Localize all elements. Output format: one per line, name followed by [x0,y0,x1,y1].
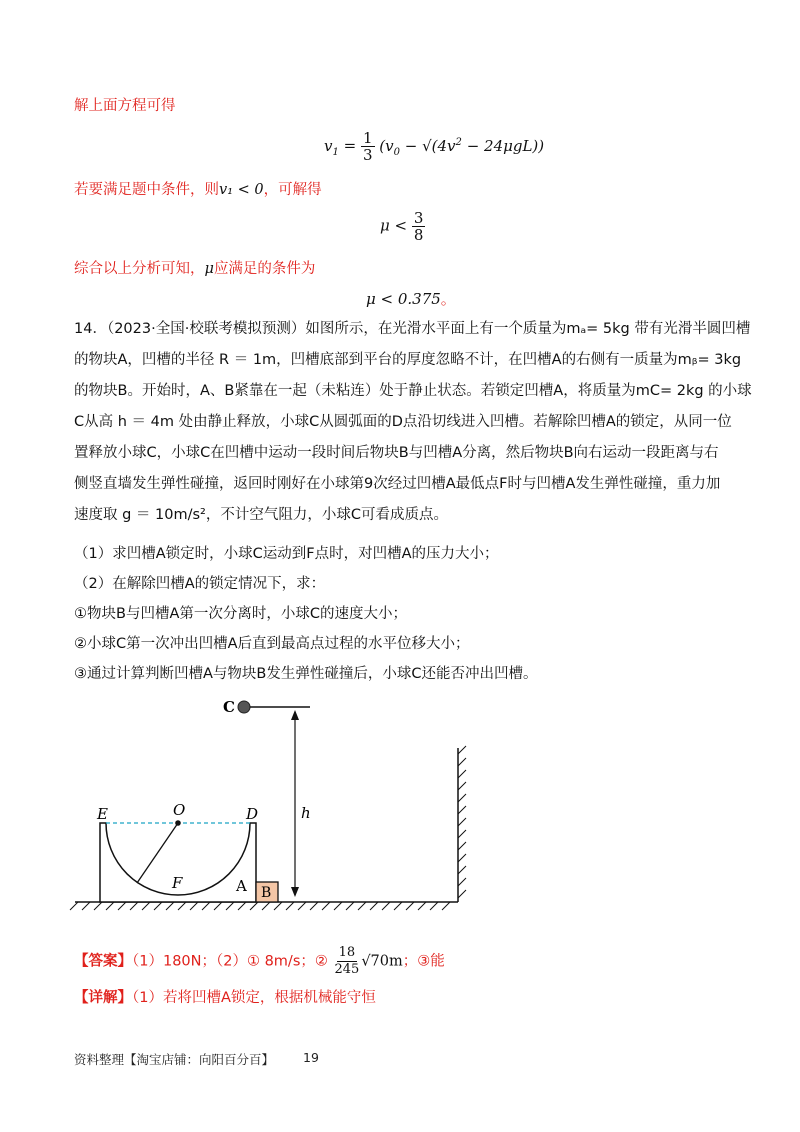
footer-text: 资料整理【淘宝店铺：向阳百分百】 [74,1052,275,1067]
label-a: A [236,877,247,895]
problem-line-3: 的物块B。开始时，A、B紧靠在一起（未粘连）处于静止状态。若锁定凹槽A，将质量为mC= 2kg 的小球 [74,383,752,399]
equation-mu-final: μ < 0.375。 [366,290,456,308]
solution-intro: 解上面方程可得 [74,98,176,114]
problem-line-2: 的物块A，凹槽的半径 R ＝ 1m，凹槽底部到平台的厚度忽略不计，在凹槽A的右侧有一质量为mᵦ= 3kg [74,352,742,368]
question-1: （1）求凹槽A锁定时，小球C运动到F点时，对凹槽A的压力大小； [74,546,499,562]
question-2: （2）在解除凹槽A的锁定情况下，求： [74,576,326,592]
problem-line-4: C从高 h ＝ 4m 处由静止释放，小球C从圆弧面的D点沿切线进入凹槽。若解除凹槽A的锁定，从同一位 [74,414,732,430]
problem-line-7: 速度取 g ＝ 10m/s²，不计空气阻力，小球C可看成质点。 [74,507,448,523]
label-h: h [301,804,311,822]
detail-tag: 【详解】 [74,990,132,1006]
physics-figure [60,690,500,920]
label-o: O [173,801,186,819]
page-number: 19 [303,1050,319,1065]
question-2c: ③通过计算判断凹槽A与物块B发生弹性碰撞后，小球C还能否冲出凹槽。 [74,666,538,682]
label-d: D [246,805,259,823]
ball-c [238,701,250,713]
equation-mu-lt: μ < $\frac{3}{8}$ [380,209,424,244]
equation-v1: $v_1$ = $\frac{1}{3}$ $(v_0 - √(4v^2 - 24\mu gL))$ [324,129,545,164]
detail-line: 【详解】（1）若将凹槽A锁定，根据机械能守恒 [74,990,376,1006]
label-b: B [261,885,272,901]
label-f: F [172,874,183,892]
answer-tag: 【答案】 [74,953,132,970]
question-2a: ①物块B与凹槽A第一次分离时，小球C的速度大小； [74,606,407,622]
label-c: C [223,698,235,716]
problem-line-5: 置释放小球C，小球C在凹槽中运动一段时间后物块B与凹槽A分离，然后物块B向右运动一段距离与右 [74,445,719,461]
answer-line: 【答案】（1）180N；（2）① 8m/s；② $\frac{18}{245}$ √70m；③能 [74,945,445,977]
problem-line-6: 侧竖直墙发生弹性碰撞，返回时刚好在小球第9次经过凹槽A最低点F时与凹槽A发生弹性碰撞，重力加 [74,476,721,492]
summary-line: 综合以上分析可知，μ应满足的条件为 [74,261,316,277]
condition-line: 若要满足题中条件，则v₁ < 0，可解得 [74,182,322,198]
label-e: E [97,805,108,823]
problem-line-1: 14．（2023·全国·校联考模拟预测）如图所示，在光滑水平面上有一个质量为mₐ= 5kg 带有光滑半圆凹槽 [74,321,751,337]
question-2b: ②小球C第一次冲出凹槽A后直到最高点过程的水平位移大小； [74,636,470,652]
